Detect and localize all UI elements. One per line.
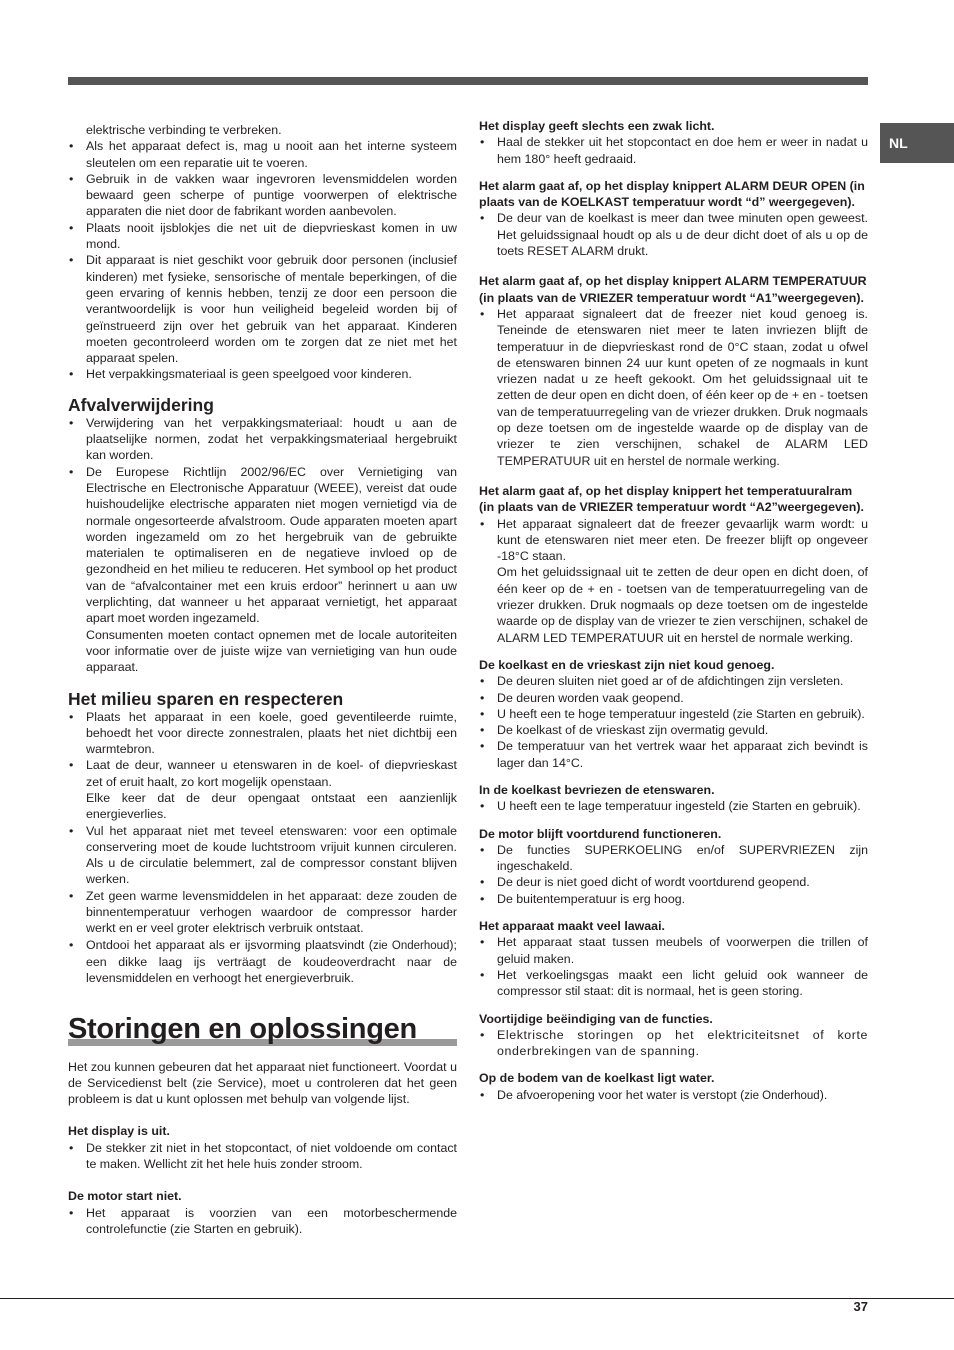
solution-list xyxy=(479,516,868,646)
list-item-continuation: Om het geluidssignaal uit te zetten de deur open en dicht doen, of één keer op de + en - toetsen van de temperatuurregeling van de vriezer drukken. Druk nogmaals op deze toetsen om de ingestelde waarde op de display van de vriezer te zien verschijnen, schakel de ALARM LED TEMPERATUUR uit en herstel de normale werking. xyxy=(497,565,868,645)
problem-heading: Het alarm gaat af, op het display knippert ALARM DEUR OPEN (in plaats van de KOELKAST temperatuur wordt “d” weergegeven). xyxy=(479,178,865,210)
list-item: • Het apparaat signaleert dat de freezer niet koud genoeg is. Teneinde de etenswaren niet meer te laten invriezen blijft de temperatuur in de diepvrieskast rond de 0°C staan, zodat u ofwel de etenswaren binnen 24 uur kunt opeten of ze nogmaals in kunt vriezen nadat u ze heeft gekookt. Om het geluidssignaal uit te zetten de deur open en dicht doen, of één keer op de + en - toetsen van de temperatuurregeling van de vriezer drukken. Druk nogmaals op deze toetsen om de ingestelde waarde op de display van de vriezer te zien verschijnen, schakel de ALARM LED TEMPERATUUR uit en herstel de normale werking. xyxy=(479,306,868,469)
list-item: • De deur is niet goed dicht of wordt voortdurend geopend. xyxy=(479,874,868,890)
solution-list xyxy=(479,134,868,167)
list-item-text: Laat de deur, wanneer u etenswaren in de koel- of diepvrieskast zet of eruit haalt, zo kort mogelijk openstaan. xyxy=(86,758,457,789)
list-item-text: De afvoeropening voor het water is verstopt ( xyxy=(497,1087,745,1102)
list-item: • Dit apparaat is niet geschikt voor gebruik door personen (inclusief kinderen) met fysieke, sensorische of mentale beperkingen, of die geen ervaring of kennis hebben, tenzij ze door een persoon die verantwoordelijk is voor hun veiligheid begeleid worden bij of geïnstrueerd zijn over het gebruik van het apparaat. Kinderen moeten gecontroleerd worden om te zorgen dat ze niet met het apparaat spelen. xyxy=(68,252,457,366)
solution-list xyxy=(479,673,868,771)
list-item-continuation: Consumenten moeten contact opnemen met de locale autoriteiten voor informatie over de juiste wijze van vernietiging van hun oude apparaat. xyxy=(86,627,457,675)
list-item xyxy=(479,1087,868,1104)
list-item: • Gebruik in de vakken waar ingevroren levensmiddelen worden bewaard geen scherpe of puntige voorwerpen of elektrische apparaten die niet door de fabrikant worden aanbevolen. xyxy=(68,171,457,220)
list-item: • De deur van de koelkast is meer dan twee minuten open geweest. Het geluidssignaal houdt op als u de deur dicht doet of als u op de toets RESET ALARM drukt. xyxy=(479,210,868,259)
list-item: • De temperatuur van het vertrek waar het apparaat zich bevindt is lager dan 14°C. xyxy=(479,738,868,771)
page-title-text: Storingen en oplossingen xyxy=(68,1012,417,1045)
problem-heading: In de koelkast bevriezen de etenswaren. xyxy=(479,782,715,797)
bottom-rule xyxy=(0,1298,954,1299)
safety-list xyxy=(68,122,457,383)
list-item: • Als het apparaat defect is, mag u nooit aan het interne systeem sleutelen om een reparatie uit te voeren. xyxy=(68,138,457,171)
problem-heading: Voortijdige beëindiging van de functies. xyxy=(479,1011,713,1026)
list-item: • Verwijdering van het verpakkingsmateriaal: houdt u aan de plaatselijke normen, zodat het verpakkingsmateriaal hergebruikt kan worden. xyxy=(68,415,457,464)
list-item: • Zet geen warme levensmiddelen in het apparaat: deze zouden de binnentemperatuur verhogen waardoor de compressor harder werkt en er veel groter elektrisch verbruik ontstaat. xyxy=(68,888,457,937)
list-item: • Plaats het apparaat in een koele, goed geventileerde ruimte, behoedt het voor directe zonnestralen, plaats het niet dichtbij een warmtebron. xyxy=(68,709,457,758)
page-number: 37 xyxy=(853,1299,868,1314)
disposal-list xyxy=(68,415,457,676)
section-title-environment: Het milieu sparen en respecteren xyxy=(68,688,344,709)
list-item: • Het apparaat is voorzien van een motorbeschermende controlefunctie (zie Starten en gebruik). xyxy=(68,1205,457,1238)
list-item: • Het verpakkingsmateriaal is geen speelgoed voor kinderen. xyxy=(68,366,457,382)
solution-list xyxy=(479,306,868,469)
list-item: • Het apparaat staat tussen meubels of voorwerpen die trillen of geluid maken. xyxy=(479,934,868,967)
language-tab: NL xyxy=(880,123,954,163)
list-item: • Plaats nooit ijsblokjes die net uit de diepvrieskast komen in uw mond. xyxy=(68,220,457,253)
intro-paragraph: Het zou kunnen gebeuren dat het apparaat niet functioneert. Voordat u de Servicedienst belt (zie Service), moet u controleren dat het geen probleem is dat u kunt oplossen met behulp van volgende lijst. xyxy=(68,1059,457,1107)
solution-list xyxy=(479,798,868,814)
page-title xyxy=(68,1013,457,1045)
list-item xyxy=(68,937,457,987)
list-item: • De stekker zit niet in het stopcontact, of niet voldoende om contact te maken. Wellicht zit het hele huis zonder stroom. xyxy=(68,1140,457,1173)
list-item: • De deuren sluiten niet goed ar of de afdichtingen zijn versleten. xyxy=(479,673,868,689)
list-item: • De koelkast of de vrieskast zijn overmatig gevuld. xyxy=(479,722,868,738)
list-item: • De functies SUPERKOELING en/of SUPERVRIEZEN zijn ingeschakeld. xyxy=(479,842,868,875)
problem-heading: Het display is uit. xyxy=(68,1124,170,1139)
list-item: • De Europese Richtlijn 2002/96/EC over Vernietiging van Electrische en Electronische Apparatuur (WEEE), vereist dat oude huishoudelijke electrische apparaten niet mogen vernietigd via de normale ongesorteerde afvalstroom. Oude apparaten moeten apart worden ingezameld om zo het hergebruik van de gebruikte materialen te optimaliseren en de negatieve invloed op de gezondheid en het milieu te reduceren. Het symbool op het product van de “afvalcontainer met een kruis erdoor” herinnert u aan uw verplichting, dat wanneer u het apparaat vernietigt, het apparaat apart moet worden ingezameld. xyxy=(68,464,457,627)
problem-heading: De motor start niet. xyxy=(68,1189,182,1204)
list-item-text: Ontdooi het apparaat als er ijsvorming plaatsvindt ( xyxy=(86,937,373,952)
list-item-text: ). xyxy=(819,1087,828,1102)
list-item: elektrische verbinding te verbreken. xyxy=(86,123,282,137)
problem-heading: De motor blijft voortdurend functioneren. xyxy=(479,826,722,841)
problem-heading: Het alarm gaat af, op het display knippert het temperatuuralram (in plaats van de VRIEZER temperatuur wordt “A2”weergegeven). xyxy=(479,483,864,515)
top-rule xyxy=(68,77,868,85)
solution-list xyxy=(479,1087,868,1104)
list-item: • Elektrische storingen op het elektriciteitsnet of korte onderbrekingen van de spanning. xyxy=(479,1027,868,1060)
solution-list xyxy=(68,1205,457,1238)
section-title-disposal: Afvalverwijdering xyxy=(68,394,214,415)
problem-heading: De koelkast en de vrieskast zijn niet koud genoeg. xyxy=(479,657,775,672)
solution-list xyxy=(479,934,868,999)
list-item xyxy=(68,757,457,822)
list-item-text: ); een dikke laag ijs verträagt de koudeoverdracht naar de levensmiddelen en verhoogt het energieverbruik. xyxy=(86,937,457,986)
solution-list xyxy=(68,1140,457,1173)
list-item: • U heeft een te lage temperatuur ingesteld (zie Starten en gebruik). xyxy=(479,798,868,814)
solution-list xyxy=(479,842,868,907)
problem-heading: Het display geeft slechts een zwak licht. xyxy=(479,119,715,133)
list-item: • De buitentemperatuur is erg hoog. xyxy=(479,891,868,907)
problem-heading: Het apparaat maakt veel lawaai. xyxy=(479,919,665,934)
list-item xyxy=(479,516,868,646)
list-item: • Haal de stekker uit het stopcontact en doe hem er weer in nadat u hem 180° heeft gedraaid. xyxy=(479,134,868,167)
left-column xyxy=(68,122,457,1237)
solution-list xyxy=(479,210,906,259)
cross-reference: zie Onderhoud xyxy=(372,939,450,952)
list-item: • U heeft een te hoge temperatuur ingesteld (zie Starten en gebruik). xyxy=(479,706,868,722)
list-item: • De deuren worden vaak geopend. xyxy=(479,690,868,706)
problem-heading: Het alarm gaat af, op het display knippert ALARM TEMPERATUUR (in plaats van de VRIEZER temperatuur wordt “A1”weergegeven). xyxy=(479,274,867,305)
list-item: • Vul het apparaat niet met teveel etenswaren: voor een optimale conservering moet de koude luchtstroom vrijuit kunnen circuleren. Als u de circulatie belemmert, zal de compressor constant blijven werken. xyxy=(68,823,457,888)
list-item-continuation: Elke keer dat de deur opengaat ontstaat een aanzienlijk energieverlies. xyxy=(86,790,457,822)
list-item: • Het verkoelingsgas maakt een licht geluid ook wanneer de compressor stil staat: dit is normaal, het is geen storing. xyxy=(479,967,868,1000)
problem-heading: Op de bodem van de koelkast ligt water. xyxy=(479,1071,715,1086)
right-column xyxy=(479,118,906,1104)
list-item-text: Het apparaat signaleert dat de freezer gevaarlijk warm wordt: u kunt de etenswaren niet meer eten. De freezer blijft op ongeveer -18°C staan. xyxy=(497,516,868,564)
environment-list xyxy=(68,709,457,987)
cross-reference: zie Onderhoud xyxy=(744,1089,820,1102)
solution-list xyxy=(479,1027,868,1060)
